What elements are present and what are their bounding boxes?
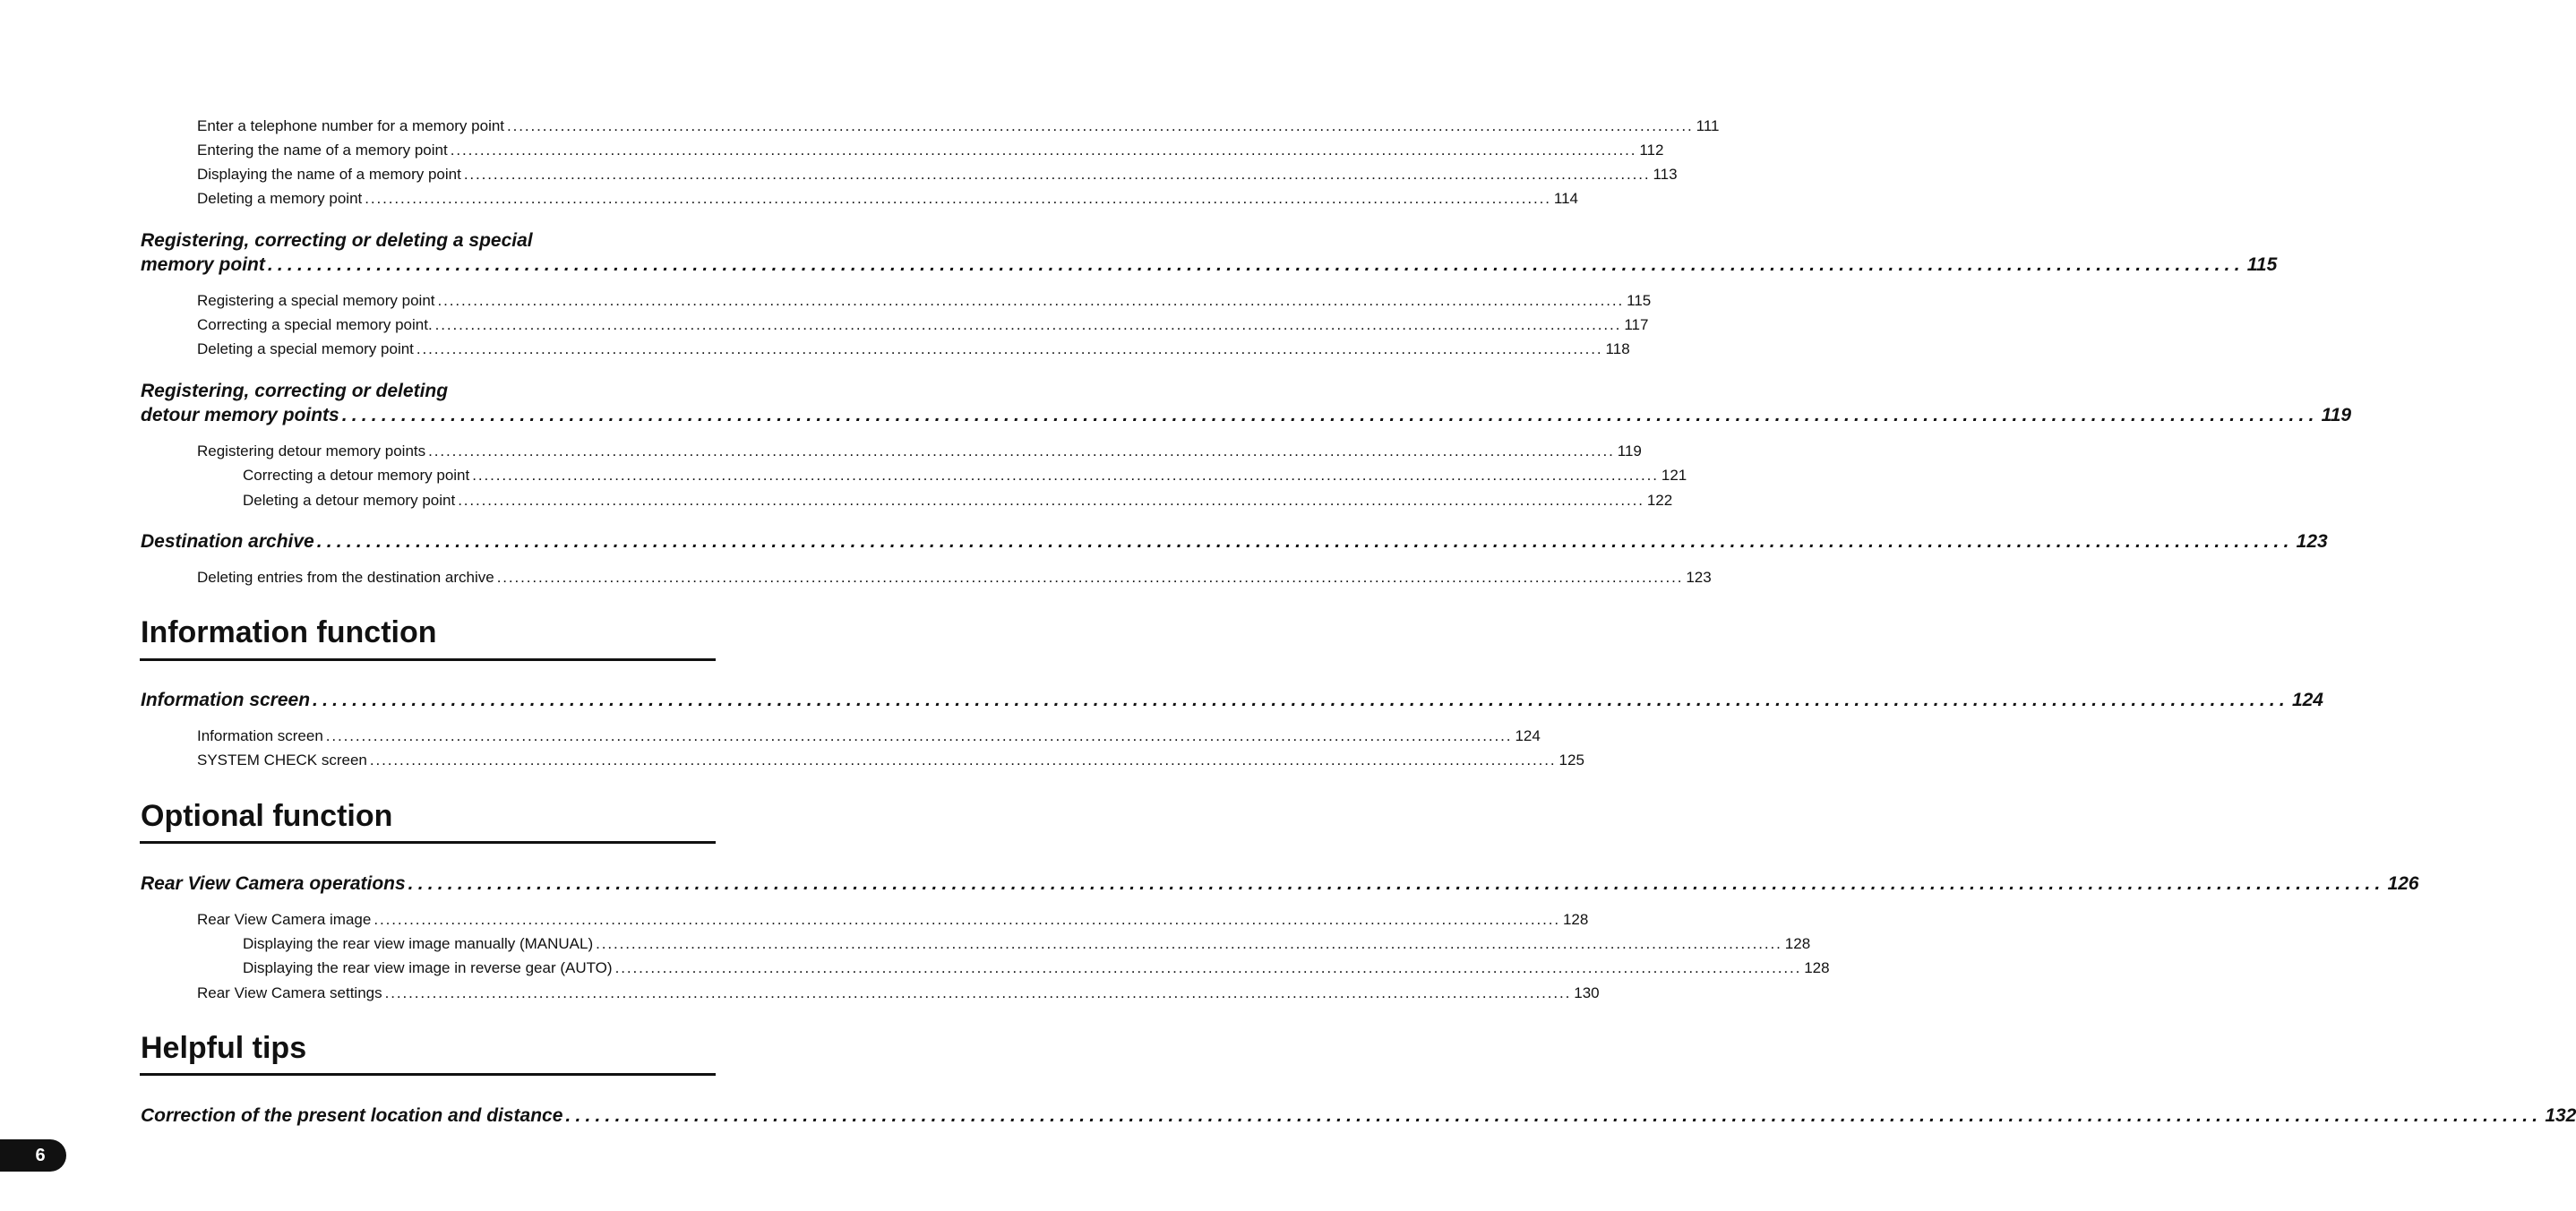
toc-entry-title: Rear View Camera settings xyxy=(197,984,382,1001)
toc-entry-page: 130 xyxy=(1574,984,1600,1001)
toc-entry-title: Deleting entries from the destination archive xyxy=(197,569,494,586)
chapter-rule xyxy=(140,658,716,661)
dot-leader: ........................................................................................................................................................................................................ xyxy=(374,911,1560,928)
toc-entry-title: Deleting a memory point xyxy=(197,190,363,207)
toc-entry-title: Registering detour memory points xyxy=(197,442,426,459)
chapter-rule xyxy=(140,841,716,844)
section-title: Information screen xyxy=(141,690,311,710)
dot-leader: ........................................................................................................................................................................................................ xyxy=(408,873,2385,894)
section-title: detour memory points xyxy=(141,405,339,425)
dot-leader: ........................................................................................................................................................................................................ xyxy=(463,166,1651,183)
section-page: 132 xyxy=(2545,1105,2576,1126)
dot-leader: ........................................................................................................................................................................................................ xyxy=(341,405,2319,425)
toc-entry-page: 124 xyxy=(1515,727,1541,744)
toc-entry-detour-delete[interactable] xyxy=(243,492,1673,510)
toc-entry-camera-manual[interactable] xyxy=(243,935,1811,953)
toc-entry-title: Deleting a detour memory point xyxy=(243,492,456,509)
page-number: 6 xyxy=(35,1146,46,1165)
toc-entry-page: 128 xyxy=(1562,911,1589,928)
dot-leader: ........................................................................................................................................................................................................ xyxy=(472,467,1659,484)
section-entry-rear-view-camera[interactable] xyxy=(141,872,2419,896)
dot-leader: ........................................................................................................................................................................................................ xyxy=(596,935,1782,952)
toc-entry-page: 121 xyxy=(1661,467,1687,484)
dot-leader: ........................................................................................................................................................................................................ xyxy=(384,984,1572,1001)
dot-leader: ........................................................................................................................................................................................................ xyxy=(313,690,2289,710)
toc-entry-title: Enter a telephone number for a memory point xyxy=(197,117,505,134)
section-title: memory point xyxy=(141,254,265,275)
toc-entry-archive-delete[interactable] xyxy=(197,569,1712,587)
toc-entry-detour-correct[interactable] xyxy=(243,467,1687,485)
toc-entry-info-screen[interactable] xyxy=(197,727,1541,745)
dot-leader: ........................................................................................................................................................................................................ xyxy=(267,254,2245,275)
toc-entry-page: 118 xyxy=(1605,340,1630,357)
toc-entry-mp-name-enter[interactable] xyxy=(197,142,1664,159)
toc-entry-title: Correcting a detour memory point xyxy=(243,467,470,484)
dot-leader: ........................................................................................................................................................................................................ xyxy=(458,492,1644,509)
page-number-tab xyxy=(0,1139,66,1172)
dot-leader: ........................................................................................................................................................................................................ xyxy=(365,190,1551,207)
toc-entry-title: Registering a special memory point xyxy=(197,292,435,309)
section-page: 126 xyxy=(2387,873,2419,894)
toc-entry-page: 119 xyxy=(1617,442,1642,459)
toc-entry-page: 114 xyxy=(1553,190,1579,207)
section-title: Rear View Camera operations xyxy=(141,873,406,894)
dot-leader: ........................................................................................................................................................................................................ xyxy=(428,442,1615,459)
toc-entry-page: 117 xyxy=(1624,316,1649,333)
toc-entry-special-correct[interactable] xyxy=(197,316,1649,334)
toc-entry-page: 128 xyxy=(1804,959,1830,976)
chapter-rule xyxy=(140,1073,716,1076)
chapter-heading-information-function: Information function xyxy=(141,615,437,649)
dot-leader: ........................................................................................................................................................................................................ xyxy=(416,340,1603,357)
toc-entry-page: 115 xyxy=(1627,292,1652,309)
toc-entry-mp-name-display[interactable] xyxy=(197,166,1678,184)
section-entry-special-memory-point[interactable] xyxy=(141,253,2278,277)
toc-entry-camera-auto[interactable] xyxy=(243,959,1830,977)
toc-entry-system-check[interactable] xyxy=(197,752,1584,769)
section-title: Correction of the present location and distance xyxy=(141,1105,563,1126)
section-page: 123 xyxy=(2296,531,2328,552)
section-entry-destination-archive[interactable] xyxy=(141,530,2328,554)
toc-entry-title: SYSTEM CHECK screen xyxy=(197,752,367,769)
dot-leader: ........................................................................................................................................................................................................ xyxy=(437,292,1625,309)
toc-entry-mp-delete[interactable] xyxy=(197,190,1579,208)
dot-leader: ........................................................................................................................................................................................................ xyxy=(325,727,1513,744)
section-entry-correction-location[interactable] xyxy=(141,1104,2576,1128)
dot-leader: ........................................................................................................................................................................................................ xyxy=(369,752,1557,769)
section-page: 124 xyxy=(2291,690,2323,710)
section-entry-information-screen[interactable] xyxy=(141,689,2323,712)
toc-entry-page: 123 xyxy=(1686,569,1712,586)
toc-entry-title: Displaying the rear view image in reverse gear (AUTO) xyxy=(243,959,613,976)
section-page: 115 xyxy=(2246,254,2278,275)
dot-leader: ........................................................................................................................................................................................................ xyxy=(614,959,1802,976)
toc-entry-mp-phone[interactable] xyxy=(197,117,1720,135)
toc-entry-page: 122 xyxy=(1646,492,1673,509)
section-page: 119 xyxy=(2321,405,2352,425)
dot-leader: ........................................................................................................................................................................................................ xyxy=(316,531,2294,552)
dot-leader: ........................................................................................................................................................................................................ xyxy=(496,569,1684,586)
toc-entry-title: Displaying the rear view image manually (MANUAL) xyxy=(243,935,594,952)
dot-leader: ........................................................................................................................................................................................................ xyxy=(565,1105,2543,1126)
section-entry-detour-memory-points[interactable] xyxy=(141,404,2352,427)
toc-entry-special-delete[interactable] xyxy=(197,340,1630,358)
chapter-heading-optional-function: Optional function xyxy=(141,799,393,833)
toc-entry-title: Information screen xyxy=(197,727,323,744)
toc-entry-camera-settings[interactable] xyxy=(197,984,1600,1002)
toc-entry-page: 128 xyxy=(1784,935,1811,952)
toc-entry-title: Deleting a special memory point xyxy=(197,340,414,357)
dot-leader: ........................................................................................................................................................................................................ xyxy=(507,117,1694,134)
chapter-heading-helpful-tips: Helpful tips xyxy=(141,1031,307,1065)
section-title: Destination archive xyxy=(141,531,314,552)
toc-entry-page: 113 xyxy=(1653,166,1678,183)
toc-entry-title: Displaying the name of a memory point xyxy=(197,166,461,183)
toc-entry-camera-image[interactable] xyxy=(197,911,1589,929)
section-heading-detour-line1: Registering, correcting or deleting xyxy=(141,381,449,401)
section-heading-special-line1: Registering, correcting or deleting a special xyxy=(141,230,533,251)
toc-entry-page: 112 xyxy=(1639,142,1664,159)
toc-entry-page: 111 xyxy=(1696,117,1720,134)
toc-entry-detour-register[interactable] xyxy=(197,442,1642,460)
toc-entry-title: Entering the name of a memory point xyxy=(197,142,448,159)
toc-entry-special-register[interactable] xyxy=(197,292,1652,310)
toc-entry-title: Correcting a special memory point. xyxy=(197,316,433,333)
toc-entry-title: Rear View Camera image xyxy=(197,911,372,928)
dot-leader: ........................................................................................................................................................................................................ xyxy=(450,142,1637,159)
dot-leader: ........................................................................................................................................................................................................ xyxy=(434,316,1622,333)
toc-entry-page: 125 xyxy=(1558,752,1584,769)
